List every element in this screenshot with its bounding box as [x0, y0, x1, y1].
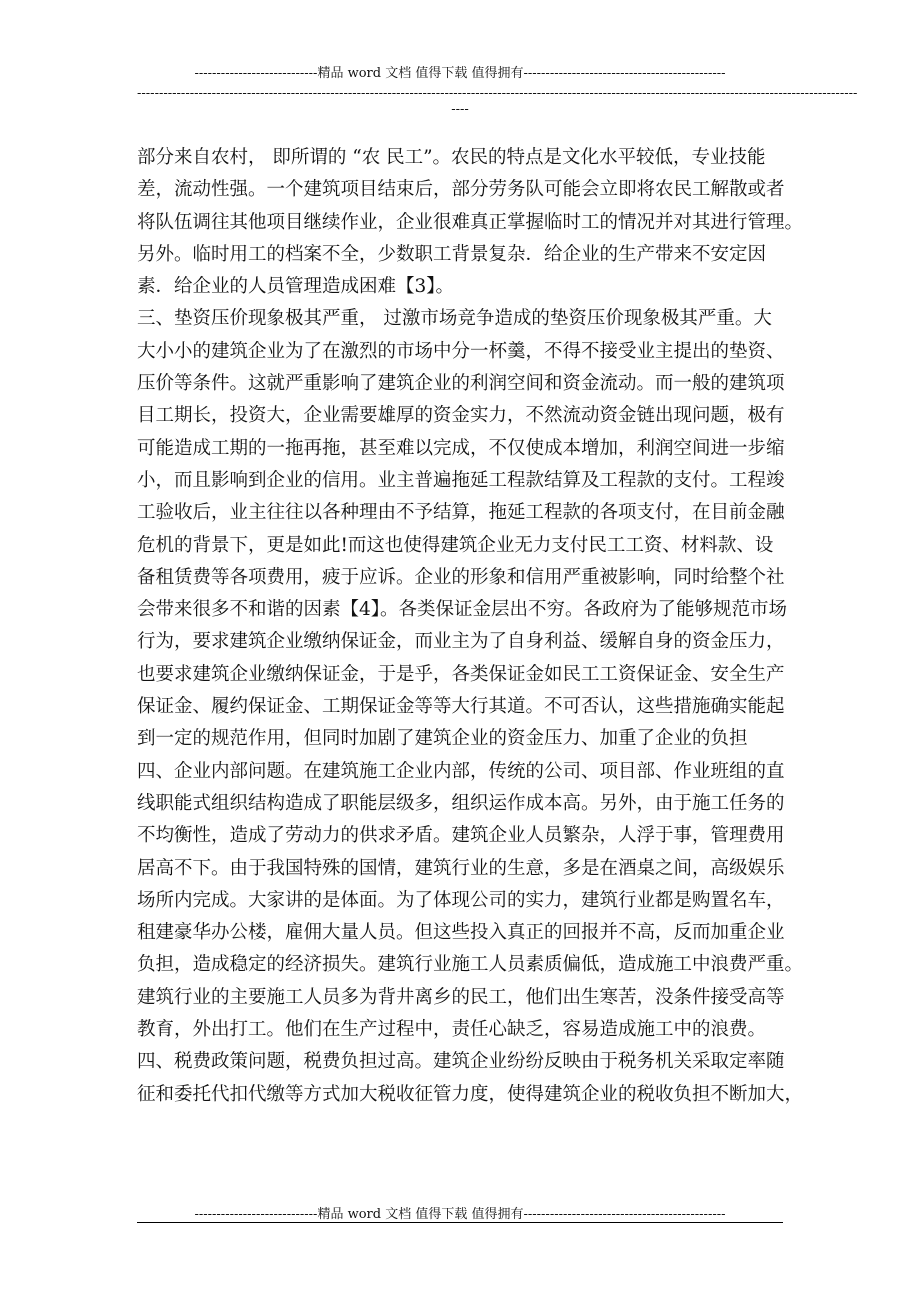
text-line: 差，流动性强。一个建筑项目结束后，部分劳务队可能会立即将农民工解散或者 — [137, 179, 785, 201]
text-line: 素．给企业的人员管理造成困难【3】。 — [137, 276, 455, 298]
text-line: 部分来自农村， 即所谓的 “农 民工”。农民的特点是文化水平较低，专业技能 — [137, 147, 766, 168]
text-line: 四、企业内部问题。在建筑施工企业内部，传统的公司、项目部、作业班组的直 — [137, 760, 785, 782]
text-line: 保证金、履约保证金、工期保证金等等大行其道。不可否认，这些措施确实能起 — [137, 696, 785, 718]
text-line: 负担，造成稳定的经济损失。建筑行业施工人员素质偏低，造成施工中浪费严重。 — [137, 954, 804, 976]
text-line: 目工期长，投资大，企业需要雄厚的资金实力，不然流动资金链出现问题，极有 — [137, 405, 785, 427]
text-line: 线职能式组织结构造成了职能层级多，组织运作成本高。另外，由于施工任务的 — [137, 792, 785, 814]
text-line: 将队伍调往其他项目继续作业，企业很难真正掌握临时工的情况并对其进行管理。 — [137, 211, 804, 233]
text-line: 大小小的建筑企业为了在激烈的市场中分一杯羹，不得不接受业主提出的垫资、 — [137, 340, 785, 362]
text-line: 四、税费政策问题，税费负担过高。建筑企业纷纷反映由于税务机关采取定率随 — [137, 1051, 785, 1073]
footer-banner: ----------------------------精品 word 文档 值得下载 值得拥有---------------------------------------------- — [194, 1207, 726, 1222]
text-line: 备租赁费等各项费用，疲于应诉。企业的形象和信用严重被影响，同时给整个社 — [137, 566, 785, 588]
text-line: 到一定的规范作用，但同时加剧了建筑企业的资金压力、加重了企业的负担 — [137, 728, 748, 750]
text-line: 危机的背景下，更是如此!而这也使得建筑企业无力支付民工工资、材料款、设 — [137, 534, 774, 556]
text-line: 教育，外出打工。他们在生产过程中，责任心缺乏，容易造成施工中的浪费。 — [137, 1019, 767, 1041]
text-line: 行为，要求建筑企业缴纳保证金，而业主为了自身利益、缓解自身的资金压力， — [137, 631, 785, 653]
text-line: 征和委托代扣代缴等方式加大税收征管力度，使得建筑企业的税收负担不断加大， — [137, 1083, 804, 1105]
text-line: 建筑行业的主要施工人员多为背井离乡的民工，他们出生寒苦，没条件接受高等 — [137, 986, 785, 1008]
header-rule-tail: ---- — [451, 102, 469, 117]
text-line: 不均衡性，造成了劳动力的供求矛盾。建筑企业人员繁杂，人浮于事，管理费用 — [137, 825, 785, 847]
text-line: 也要求建筑企业缴纳保证金，于是乎，各类保证金如民工工资保证金、安全生产 — [137, 663, 785, 685]
footer-rule — [137, 1222, 783, 1223]
text-line: 小，而且影响到企业的信用。业主普遍拖延工程款结算及工程款的支付。工程竣 — [137, 469, 785, 491]
header-rule: -------------------------------------------------------------------------------------------------------------------------------------------------------------------- — [137, 86, 858, 101]
text-line: 场所内完成。大家讲的是体面。为了体现公司的实力，建筑行业都是购置名车， — [137, 889, 785, 911]
text-line: 另外。临时用工的档案不全，少数职工背景复杂．给企业的生产带来不安定因 — [137, 243, 767, 265]
text-line: 可能造成工期的一拖再拖，甚至难以完成，不仅使成本增加，利润空间进一步缩 — [137, 437, 785, 459]
text-line: 会带来很多不和谐的因素【4】。各类保证金层出不穷。各政府为了能够规范市场 — [137, 599, 788, 621]
text-line: 压价等条件。这就严重影响了建筑企业的利润空间和资金流动。而一般的建筑项 — [137, 373, 785, 395]
body-text — [137, 142, 804, 1111]
text-line: 居高不下。由于我国特殊的国情，建筑行业的生意，多是在酒桌之间，高级娱乐 — [137, 857, 785, 879]
header-banner: ----------------------------精品 word 文档 值得下载 值得拥有---------------------------------------------- — [194, 66, 726, 81]
text-line: 三、垫资压价现象极其严重， 过激市场竞争造成的垫资压价现象极其严重。大 — [137, 308, 772, 330]
text-line: 工验收后，业主往往以各种理由不予结算，拖延工程款的各项支付，在目前金融 — [137, 502, 785, 524]
text-line: 租建豪华办公楼，雇佣大量人员。但这些投入真正的回报并不高，反而加重企业 — [137, 922, 785, 944]
